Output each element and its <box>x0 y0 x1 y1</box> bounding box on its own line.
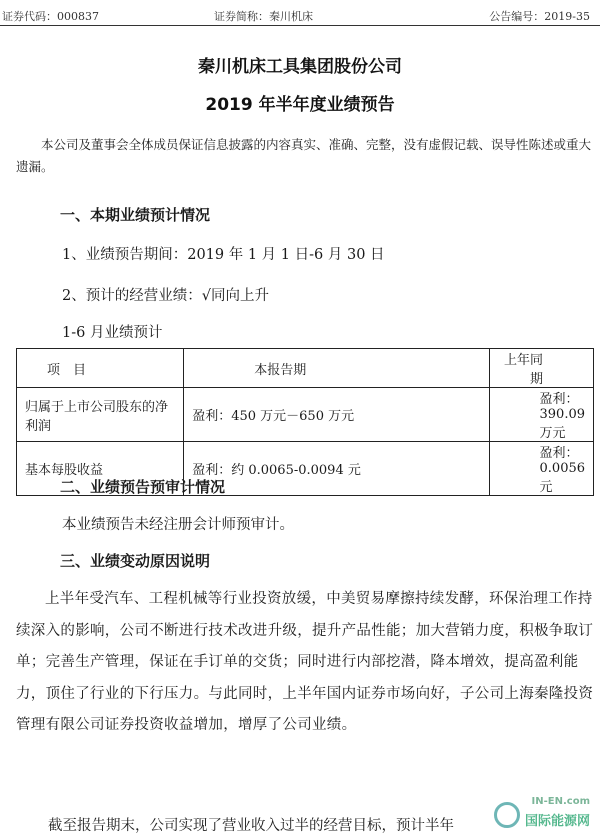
expected-performance: 2、预计的经营业绩：√同向上升 <box>62 288 269 304</box>
report-title: 2019 年半年度业绩预告 <box>205 95 395 115</box>
section1-heading: 一、本期业绩预计情况 <box>60 206 211 224</box>
stock-abbreviation: 证券简称：秦川机床 <box>214 10 313 23</box>
reason-paragraph: 上半年受汽车、工程机械等行业投资放缓，中美贸易摩擦持续发酵，环保治理工作持续深入的影响，公司不断进行技术改进升级，提升产品性能；加大营销力度，积极争取订单；完善生产管理，保证在手订单的交货；同时进行内部挖潜，降本增效，提高盈利能力，顶住了行业的下行压力。与此同时，上半年国内证券市场向好，子公司上海秦隆投资管理有限公司证券投资收益增加，增厚了公司业绩。 <box>16 591 594 733</box>
header-divider <box>0 25 600 26</box>
watermark-name: 国际能源网 <box>524 814 590 829</box>
cutoff-paragraph: 截至报告期末，公司实现了营业收入过半的经营目标，预计半年 <box>48 818 454 834</box>
stock-code: 证券代码：000837 <box>2 10 99 23</box>
table-cell: 归属于上市公司股东的净利润 <box>17 388 184 442</box>
table-header-row <box>17 349 594 388</box>
table-header-current: 本报告期 <box>184 349 489 388</box>
forecast-table <box>16 348 594 496</box>
table-cell: 盈利：450 万元－650 万元 <box>184 388 489 442</box>
table-cell: 盈利：390.09 万元 <box>489 388 593 442</box>
globe-icon <box>494 802 520 828</box>
table-cell: 盈利：约 0.0065-0.0094 元 <box>184 442 489 496</box>
section2-heading: 二、业绩预告预审计情况 <box>60 478 226 496</box>
section3-heading: 三、业绩变动原因说明 <box>60 552 211 570</box>
table-title: 1-6 月业绩预计 <box>62 325 163 341</box>
watermark-logo <box>494 796 594 834</box>
table-row <box>17 388 594 442</box>
table-cell: 盈利：0.0056 元 <box>489 442 593 496</box>
document-header <box>0 8 600 26</box>
disclaimer-paragraph: 本公司及董事会全体成员保证信息披露的内容真实、准确、完整，没有虚假记载、误导性陈述或重大遗漏。 <box>16 137 592 174</box>
table-header-item: 项 目 <box>17 349 184 388</box>
audit-statement: 本业绩预告未经注册会计师预审计。 <box>62 517 294 533</box>
table-header-prior: 上年同期 <box>489 349 593 388</box>
table-cell: 基本每股收益 <box>17 442 184 496</box>
forecast-period: 1、业绩预告期间：2019 年 1 月 1 日-6 月 30 日 <box>62 247 385 263</box>
company-title: 秦川机床工具集团股份公司 <box>198 57 402 77</box>
announcement-number: 公告编号：2019-35 <box>489 10 590 23</box>
watermark-domain: IN-EN.com <box>531 796 590 807</box>
